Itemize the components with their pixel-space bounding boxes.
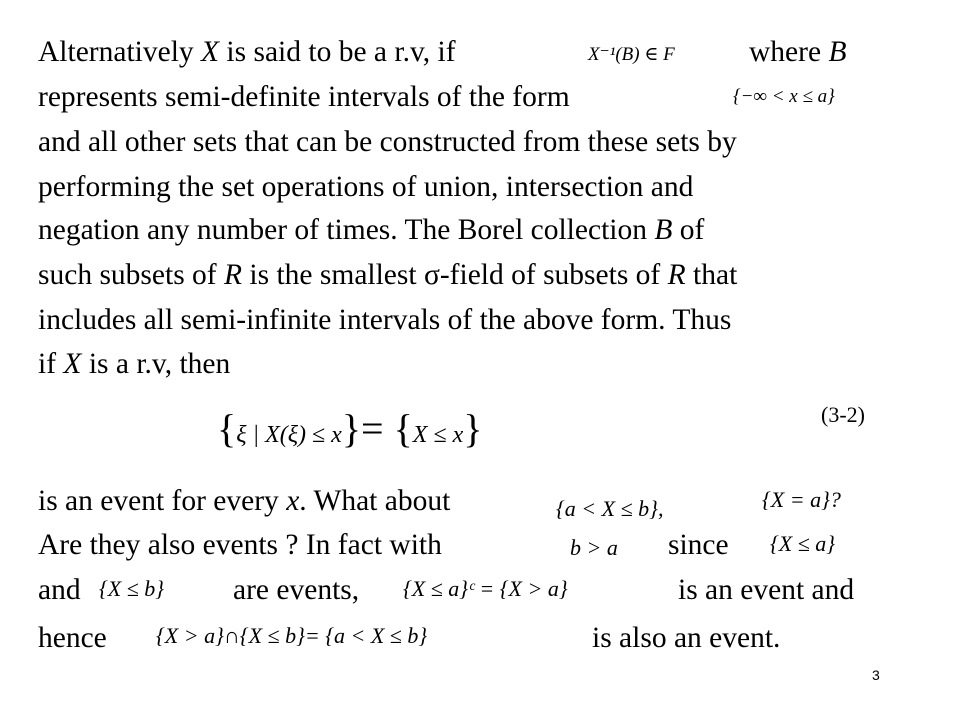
text-line-10: [38, 527, 442, 563]
text-line-6: [38, 257, 737, 293]
math-interval: {−∞ < x ≤ a}: [733, 86, 835, 107]
math-b-gt-a: b > a: [570, 535, 618, 560]
equation-3-2: [217, 405, 482, 452]
text: is a r.v, then: [81, 348, 231, 380]
text-line-11-mid: [233, 572, 359, 608]
text: represents semi-definite intervals of the form: [38, 81, 570, 113]
sigma-symbol: σ: [423, 259, 440, 291]
math-xi-part: ξ | X(ξ) ≤ x: [236, 422, 342, 448]
text: is the smallest: [242, 259, 424, 291]
math-equals: }= {: [341, 406, 413, 451]
text: if: [38, 348, 64, 380]
text-line-7: [38, 302, 731, 338]
text: negation any number of times. The Borel collection: [38, 214, 655, 246]
text: is an event and: [678, 574, 855, 606]
text: such subsets of: [38, 259, 225, 291]
text-line-5: [38, 212, 704, 248]
var-x: x: [286, 485, 300, 517]
var-x: X: [201, 36, 220, 68]
text-line-8: [38, 346, 230, 382]
text-line-1-end: [749, 34, 846, 70]
text: and: [38, 574, 81, 606]
text-line-11-end: [678, 572, 854, 608]
math-event-ab: [556, 487, 663, 525]
var-b: B: [828, 36, 847, 68]
text-line-1: [38, 34, 456, 70]
math-right-part: X ≤ x: [412, 422, 464, 448]
math-text: {a < X ≤ b},: [556, 496, 664, 521]
text-line-12: [38, 620, 107, 656]
text-line-3: [38, 124, 737, 160]
text: includes all semi-infinite intervals of the above form. Thus: [38, 304, 732, 336]
text: of: [672, 214, 705, 246]
math-event-eq: {X = a}?: [762, 487, 841, 512]
text: that: [685, 259, 738, 291]
brace: }: [463, 406, 483, 451]
text-line-2: [38, 79, 570, 115]
math-complement: {X ≤ a}ᶜ = {X > a}: [403, 576, 568, 601]
var-b: B: [654, 214, 673, 246]
text: -field of subsets of: [439, 259, 668, 291]
text-line-11: [38, 572, 81, 608]
math-inverse-image: X⁻¹(B) ∈ F: [588, 44, 675, 65]
text: performing the set operations of union, intersection and: [38, 171, 694, 203]
text: since: [668, 529, 729, 561]
var-r: R: [667, 259, 686, 291]
text: Alternatively: [38, 36, 202, 68]
text: is said to be a r.v, if: [219, 36, 456, 68]
var-x: X: [63, 348, 82, 380]
text-line-12-end: [592, 620, 780, 656]
text: and all other sets that can be constructed from these sets by: [38, 126, 737, 158]
math-x-le-a: {X ≤ a}: [770, 531, 836, 556]
text: is also an event.: [592, 622, 781, 654]
text-line-4: [38, 169, 693, 205]
text: Are they also events ? In fact with: [38, 529, 442, 561]
var-r: R: [224, 259, 243, 291]
text: is an event for every: [38, 485, 287, 517]
brace: {: [217, 406, 237, 451]
page-number: 3: [872, 667, 880, 683]
text-line-10-end: [668, 527, 729, 563]
equation-number: (3-2): [821, 402, 865, 427]
math-x-le-b: {X ≤ b}: [99, 576, 165, 601]
text: hence: [38, 622, 107, 654]
math-intersection: {X > a}∩{X ≤ b}= {a < X ≤ b}: [156, 623, 428, 648]
text: . What about: [299, 485, 451, 517]
text-line-9: [38, 483, 450, 519]
text: are events,: [233, 574, 360, 606]
text: where: [749, 36, 829, 68]
